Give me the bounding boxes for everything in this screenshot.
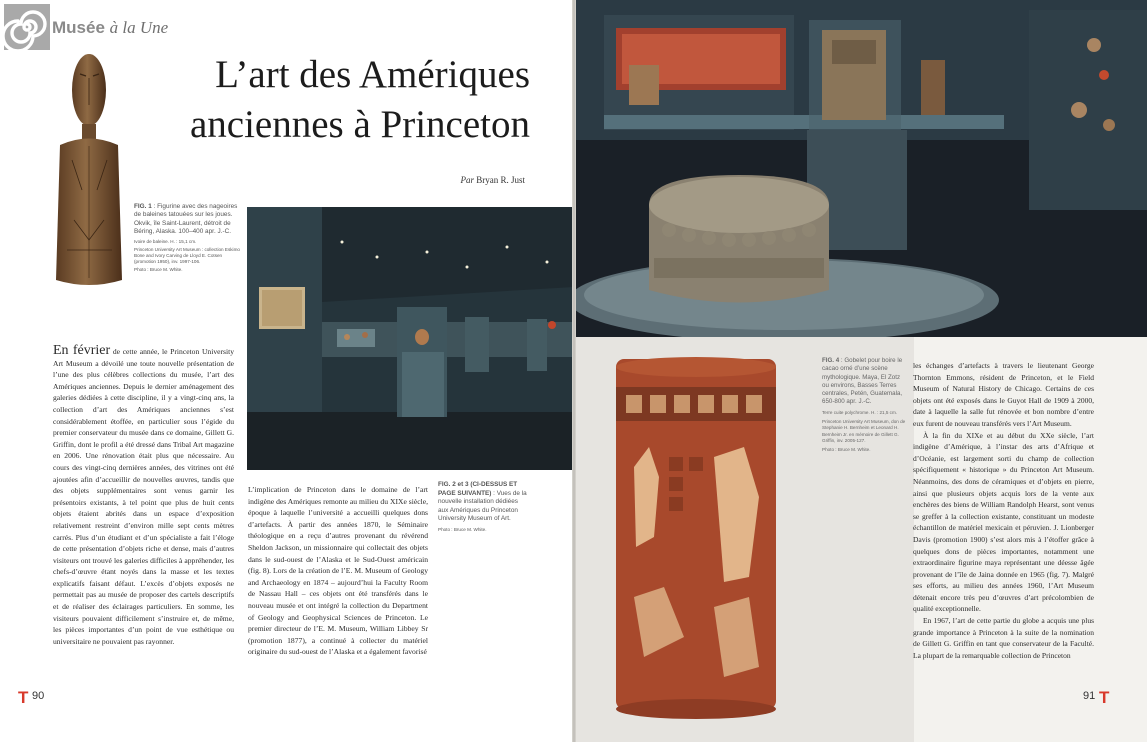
t-logo-icon: T [18,688,29,707]
spiral-logo-icon [4,4,50,50]
body-column-1: En février de cette année, le Princeton University Art Museum a dévoilé une toute nouvelle présentation de l’une des plus célèbres collections du musée, l’art des Amériques anciennes. Depuis le dernier aménagement des galeries dédiées à cette discipline, il y a vingt-cinq ans, la collection d’art des Amériques anciennes s’est considérablement étoffée, en particulier sous l’égide du premier conservateur du musée dans ce domaine, Gillett G. Griffin, dont le profil a été dressé dans Tribal Art magazine en 2006. Une rénovation était plus que nécessaire. Au cours des vingt-cinq dernières années, des vitrines ont été ajoutées afin d’accueillir de nouvelles œuvres, tandis que des objets supplémentaires sont venus garnir les présentoirs existants, à tel point que plus de huit cents objets étaient abrités dans un espace d’exposition relativement restreint d’environ mille sept cents mètres carrés. Plus d’un étudiant et d’un spécialiste a fait l’éloge de cette présentation d’objets riche et dense, mais d’autres visiteurs ont trouvé les galeries difficiles à appréhender, les chefs-d’œuvre étant noyés dans la masse et les textes explicatifs faisant défaut. L’excès d’objets exposés ne permettait pas au musée de proposer des cartels descriptifs et de réaliser des éclairages particuliers. En somme, les visiteurs pouvaient difficilement s’instruire et, de même, les pièces importantes d’un point de vue esthétique ou universitaire ne pouvaient pas rayonner. [53,343,235,646]
fig1-caption: FIG. 1 : Figurine avec des nageoires de baleines tatouées sur les joues. Okvik, île Saint-Laurent, détroit de Béring, Alaska. 100–400 apr. J.-C. Ivoire de baleine. H. : 15,1 cm. Princeton University Art Museum : collection Eskimo Bone and Ivory Carving de Lloyd E. Cotsen (promotion 1950), inv. 1997-106. Photo : Bruce M. White. [134,203,240,272]
fig4-caption: FIG. 4 : Gobelet pour boire le cacao orné d’une scène mythologique. Maya, El Zotz ou environs, Basses Terres centrales, Petén, Guatemala, 650-800 apr. J.-C. Terre cuite polychrome. H. : 21,5 cm. Princeton University Art Museum, don de Stephanie H. Bernheim et Leonard H. Bernheim Jr. en mémoire de Gillett G. Griffin, inv. 2005-127. Photo : Bruce M. White. [822,357,906,453]
t-logo-right-icon: T [1099,688,1110,707]
body-column-2: L’implication de Princeton dans le domaine de l’art indigène des Amériques remonte au milieu du XIXe siècle, époque à laquelle l’université a accueilli quelques dons d’artefacts. À partir des années 1870, le Séminaire théologique en a reçu d’autres provenant du révérend Sheldon Jackson, un missionnaire qui collectait des objets dans le sud-ouest de l’Alaska et le Sud-Ouest américain (fig. 8). Lors de la création de l’E. M. Museum of Geology and Archaeology en 1874 – aujourd’hui la Faculty Room de Nassau Hall – ces objets ont été transférés dans le nouveau musée et ont intégré la collection du Department of Geology and Geophysical Sciences de Princeton. Le premier directeur de l’E. M. Museum, William Libbey Sr (promotion 1877), a continué à collecter du matériel originaire du sud-ouest de l’Alaska et a également favorisé [248,485,428,657]
gallery-photo [247,207,574,470]
body-column-3: les échanges d’artefacts à travers le lieutenant George Thornton Emmons, résident de Princeton, et le Field Museum of Natural History de Chicago. Certains de ces objets ont été exposés dans le Guyot Hall de 1909 à 2000, date à laquelle la salle fut rénovée et bon nombre d’entre eux furent de nouveau transférés vers l’Art Museum. À la fin du XIXe et au début du XXe siècle, l’art indigène d’Amérique, à l’instar des arts d’Afrique et d’Océanie, est largement sorti du champ de collection spécifiquement « historique » du Princeton Art Museum. Néanmoins, des dons de céramiques et d’objets en pierre, ainsi que plusieurs objets acquis lors de la vente aux enchères des biens de William Randolph Hearst, sont venus se greffer à la collection existante, constituant un modeste échantillon de matériel mexicain et péruvien. J. Lionberger Davis (promotion 1900) s’est alors mis à l’étoffer grâce à quelques dons de pièces importantes, notamment une extraordinaire figurine maya représentant une déesse âgée provenant de l’île de Jaina donnée en 1965 (fig. 7). Malgré ses efforts, au milieu des années 1960, l’Art Museum détenait encore très peu d’œuvres d’art précolombien de qualité exceptionnelle. En 1967, l’art de cette partie du globe a acquis une plus grande importance à Princeton à la suite de la nomination de Gillett G. Griffin en tant que conservateur de la Faculté. La plupart de la remarquable collection de Princeton [913,361,1094,660]
spread-gutter [572,0,576,742]
article-title: L’art des Amériques anciennes à Princeton [189,53,530,146]
page-number-right: 91 [1083,690,1096,702]
byline: Par Bryan R. Just [460,175,525,185]
page-number-left: 90 [32,690,45,702]
museum-vitrine-photo [574,0,1147,337]
fig23-caption: FIG. 2 et 3 (CI-DESSUS ET PAGE SUIVANTE) : Vues de la nouvelle installation dédiées aux Amériques du Princeton University Museum of Art. Photo : Bruce M. White. [438,481,527,532]
section-label: Musée à la Une [52,18,169,37]
figurine-photo [52,50,127,290]
